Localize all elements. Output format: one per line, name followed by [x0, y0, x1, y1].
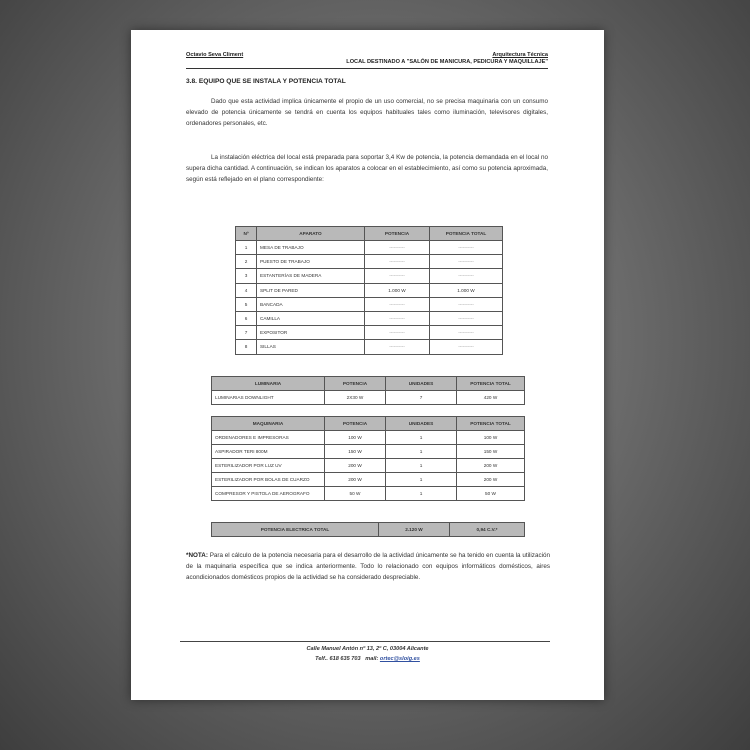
table-cell: ---------- [365, 255, 430, 269]
table-cell: ---------- [430, 311, 503, 325]
table-cell: 2X30 W [325, 391, 386, 405]
footer-mail-link[interactable]: ortec@sloig.es [379, 656, 420, 662]
table-header-cell: POTENCIA TOTAL [430, 227, 503, 241]
table-cell: ---------- [365, 340, 430, 354]
table-cell: COMPRESOR Y PISTOLA DE AEROGRAFO [212, 487, 325, 501]
paragraph-1 [186, 96, 548, 129]
footer [131, 644, 604, 664]
document-page [131, 30, 604, 700]
table-header-cell: POTENCIA [325, 377, 386, 391]
table-cell: 1.000 W [365, 283, 430, 297]
table-cell: ---------- [365, 297, 430, 311]
table-maquinaria [211, 416, 525, 501]
table-row [236, 297, 503, 311]
table-cell: 3 [236, 269, 257, 283]
nota-label: *NOTA: [186, 552, 208, 559]
header-right [346, 52, 548, 66]
total-cv: 0,94 C.V.* [450, 523, 525, 537]
total-value: 2.120 W [379, 523, 450, 537]
footer-contact [131, 654, 604, 664]
table-cell: ---------- [365, 241, 430, 255]
table-cell: 1.000 W [430, 283, 503, 297]
table-row [236, 241, 503, 255]
table-cell: ---------- [430, 297, 503, 311]
table-cell: 50 W [457, 487, 525, 501]
table-row [212, 523, 525, 537]
table-cell: 150 W [457, 445, 525, 459]
header-author: Octavio Seva Climent [186, 52, 244, 58]
header-project: LOCAL DESTINADO A "SALÓN DE MANICURA, PEDICURA Y MAQUILLAJE" [346, 59, 548, 65]
table-header-cell: POTENCIA TOTAL [457, 377, 525, 391]
table-cell: 1 [236, 241, 257, 255]
table-header-row [212, 377, 525, 391]
table-cell: 5 [236, 297, 257, 311]
table-cell: LUMINARIAS DOWNLIGHT [212, 391, 325, 405]
table-row [236, 340, 503, 354]
footer-address: Calle Manuel Antón nº 13, 2º C, 03004 Alicante [306, 646, 429, 652]
header-discipline: Arquitectura Técnica [492, 52, 548, 58]
table-cell: EXPOSITOR [257, 326, 365, 340]
section-title: 3.8. EQUIPO QUE SE INSTALA Y POTENCIA TOTAL [186, 78, 346, 85]
table-row [236, 269, 503, 283]
table-cell: ESTERILIZADOR POR BOLAS DE CUARZO [212, 473, 325, 487]
table-cell: ---------- [430, 241, 503, 255]
nota-paragraph [186, 550, 550, 583]
table-cell: 1 [386, 473, 457, 487]
header-divider [186, 68, 548, 69]
table-cell: 2 [236, 255, 257, 269]
table-cell: 1 [386, 431, 457, 445]
table-cell: ESTERILIZADOR POR LUZ UV [212, 459, 325, 473]
table-row [212, 473, 525, 487]
table-header-cell: UNIDADES [386, 417, 457, 431]
footer-divider [180, 641, 550, 642]
paragraph-2 [186, 152, 548, 185]
table-row [212, 487, 525, 501]
table-cell: ESTANTERÍAS DE MADERA [257, 269, 365, 283]
table-header-cell: LUMINARIA [212, 377, 325, 391]
paragraph-1-text: Dado que esta actividad implica únicamente el propio de un uso comercial, no se precisa maquinaria con un consumo elevado de potencia únicamente se tendrá en cuenta los equipos habituales tales como iluminación, televisores digitales, ordenadores personales, etc. [186, 98, 548, 127]
table-cell: ---------- [430, 340, 503, 354]
table-row [212, 445, 525, 459]
table-row [236, 283, 503, 297]
table-cell: CAMILLA [257, 311, 365, 325]
table-cell: 50 W [325, 487, 386, 501]
table-cell: 6 [236, 311, 257, 325]
table-cell: ---------- [430, 269, 503, 283]
table-luminaria [211, 376, 525, 405]
table-cell: ---------- [430, 255, 503, 269]
table-cell: SILLAS [257, 340, 365, 354]
table-cell: 420 W [457, 391, 525, 405]
table-row [236, 311, 503, 325]
table-cell: ---------- [365, 326, 430, 340]
table-cell: ---------- [430, 326, 503, 340]
table-cell: 8 [236, 340, 257, 354]
table-cell: ---------- [365, 311, 430, 325]
total-label: POTENCIA ELECTRICA TOTAL [212, 523, 379, 537]
table-cell: PUESTO DE TRABAJO [257, 255, 365, 269]
nota-text: Para el cálculo de la potencia necesaria para el desarrollo de la actividad únicamente se ha tenido en cuenta la utilización de la maquinaria específica que se indica anteriormente. Todo lo relacionado con equipos informáticos domésticos, aires acondicionados domésticos propios de la actividad se ha considerado despreciable. [186, 552, 550, 581]
table-cell: MESA DE TRABAJO [257, 241, 365, 255]
table-cell: 200 W [457, 459, 525, 473]
table-cell: ORDENADORES E IMPRESORAS [212, 431, 325, 445]
table-header-cell: UNIDADES [386, 377, 457, 391]
table-cell: 1 [386, 459, 457, 473]
table-cell: 4 [236, 283, 257, 297]
paragraph-2-text: La instalación eléctrica del local está preparada para soportar 3,4 Kw de potencia, la potencia demandada en el local no supera dicha cantidad. A continuación, se indican los aparatos a colocar en el establecimiento, así como su potencia aproximada, según está reflejado en el plano correspondiente: [186, 154, 548, 183]
table-row [212, 459, 525, 473]
table-aparatos [235, 226, 503, 355]
table-row [212, 431, 525, 445]
table-header-row [212, 417, 525, 431]
table-row [236, 255, 503, 269]
table-header-row [236, 227, 503, 241]
table-cell: 1 [386, 445, 457, 459]
table-cell: 7 [386, 391, 457, 405]
footer-mail-label: mail: [365, 656, 379, 662]
table-total [211, 522, 525, 537]
table-header-cell: POTENCIA TOTAL [457, 417, 525, 431]
table-header-cell: APARATO [257, 227, 365, 241]
table-cell: 100 W [325, 431, 386, 445]
table-cell: 7 [236, 326, 257, 340]
table-header-cell: Nº [236, 227, 257, 241]
table-header-cell: MAQUINARIA [212, 417, 325, 431]
table-row [212, 391, 525, 405]
table-cell: 200 W [325, 459, 386, 473]
table-cell: 150 W [325, 445, 386, 459]
table-cell: 1 [386, 487, 457, 501]
table-cell: ASPIRADOR TERI 800M [212, 445, 325, 459]
footer-phone: Telf.. 618 635 703 [315, 656, 361, 662]
table-cell: 200 W [325, 473, 386, 487]
table-cell: BANCADA [257, 297, 365, 311]
table-header-cell: POTENCIA [325, 417, 386, 431]
table-cell: SPLIT DE PARED [257, 283, 365, 297]
table-row [236, 326, 503, 340]
table-header-cell: POTENCIA [365, 227, 430, 241]
table-cell: ---------- [365, 269, 430, 283]
table-cell: 100 W [457, 431, 525, 445]
table-cell: 200 W [457, 473, 525, 487]
